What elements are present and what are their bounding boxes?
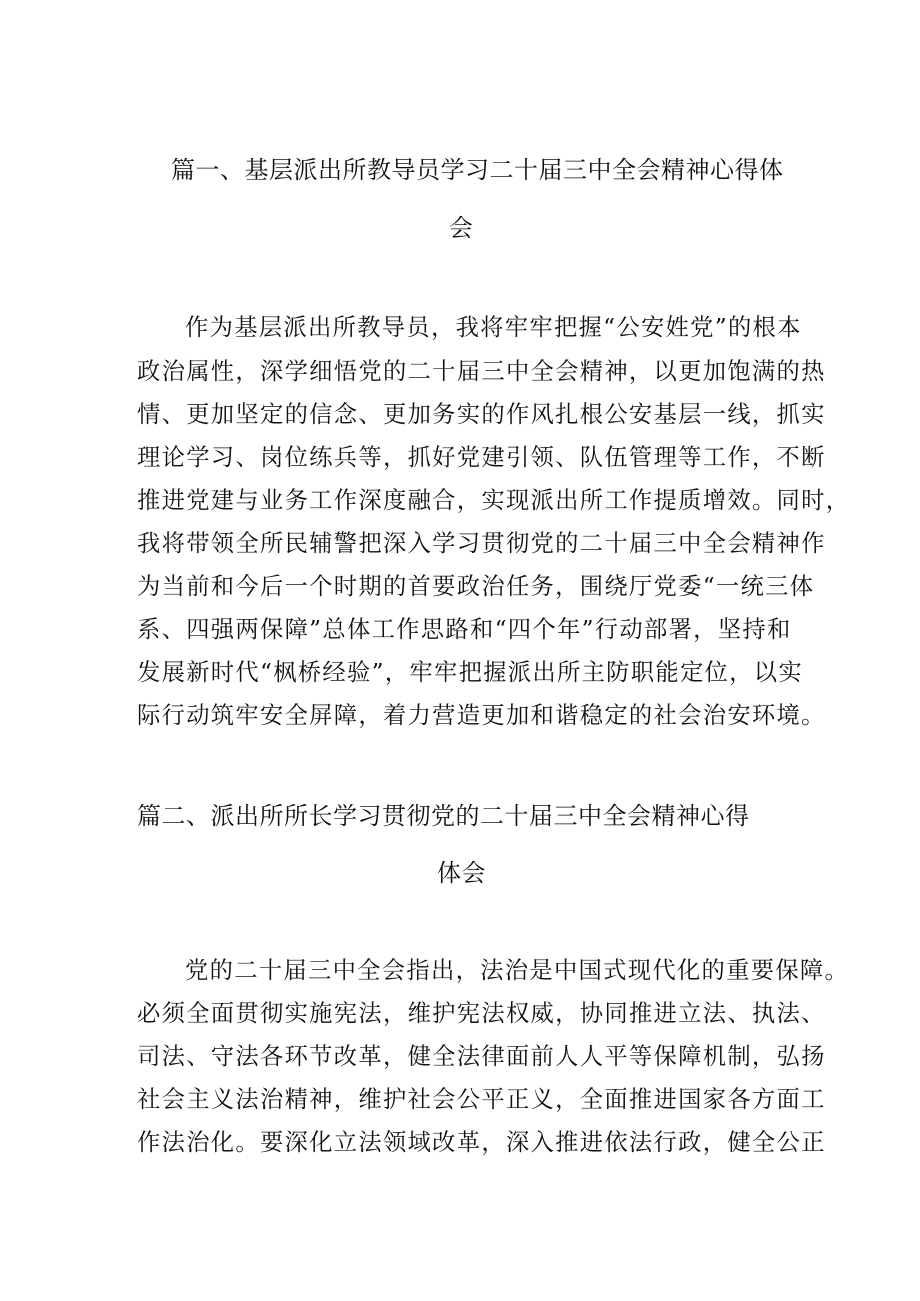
section-1-paragraph-line-9: 发展新时代“枫桥经验”，牢牢把握派出所主防职能定位，以实 xyxy=(137,659,803,686)
section-2-paragraph-line-4: 社会主义法治精神，维护社会公平正义，全面推进国家各方面工 xyxy=(137,1086,826,1113)
section-2-paragraph-line-1: 党的二十届三中全会指出，法治是中国式现代化的重要保障。 xyxy=(185,957,850,984)
section-1-paragraph-line-6: 我将带领全所民辅警把深入学习贯彻党的二十届三中全会精神作 xyxy=(137,530,826,557)
section-2-paragraph-line-2: 必须全面贯彻实施宪法，维护宪法权威，协同推进立法、执法、 xyxy=(137,1000,826,1027)
section-1-paragraph-line-4: 理论学习、岗位练兵等，抓好党建引领、队伍管理等工作，不断 xyxy=(137,444,826,471)
section-1-title-line-2: 会 xyxy=(449,214,474,242)
section-2-title-line-1: 篇二、派出所所长学习贯彻党的二十届三中全会精神心得 xyxy=(137,802,750,830)
section-2-paragraph-line-5: 作法治化。要深化立法领域改革，深入推进依法行政，健全公正 xyxy=(137,1129,826,1156)
section-1-paragraph-line-8: 系、四强两保障”总体工作思路和“四个年”行动部署，坚持和 xyxy=(137,616,792,643)
section-1-paragraph-line-3: 情、更加坚定的信念、更加务实的作风扎根公安基层一线，抓实 xyxy=(137,401,826,428)
section-2-title-line-2: 体会 xyxy=(437,859,486,887)
section-1-paragraph-line-7: 为当前和今后一个时期的首要政治任务，围绕厅党委“一统三体 xyxy=(137,573,815,600)
section-1-title-line-1: 篇一、基层派出所教导员学习二十届三中全会精神心得体 xyxy=(171,156,784,184)
section-1-paragraph-line-2: 政治属性，深学细悟党的二十届三中全会精神，以更加饱满的热 xyxy=(137,358,826,385)
section-1-paragraph-line-1: 作为基层派出所教导员，我将牢牢把握“公安姓党”的根本 xyxy=(185,314,802,341)
section-1-paragraph-line-10: 际行动筑牢安全屏障，着力营造更加和谐稳定的社会治安环境。 xyxy=(137,702,826,729)
section-1-paragraph-line-5: 推进党建与业务工作深度融合，实现派出所工作提质增效。同时， xyxy=(137,487,851,514)
section-2-paragraph-line-3: 司法、守法各环节改革，健全法律面前人人平等保障机制，弘扬 xyxy=(137,1043,826,1070)
